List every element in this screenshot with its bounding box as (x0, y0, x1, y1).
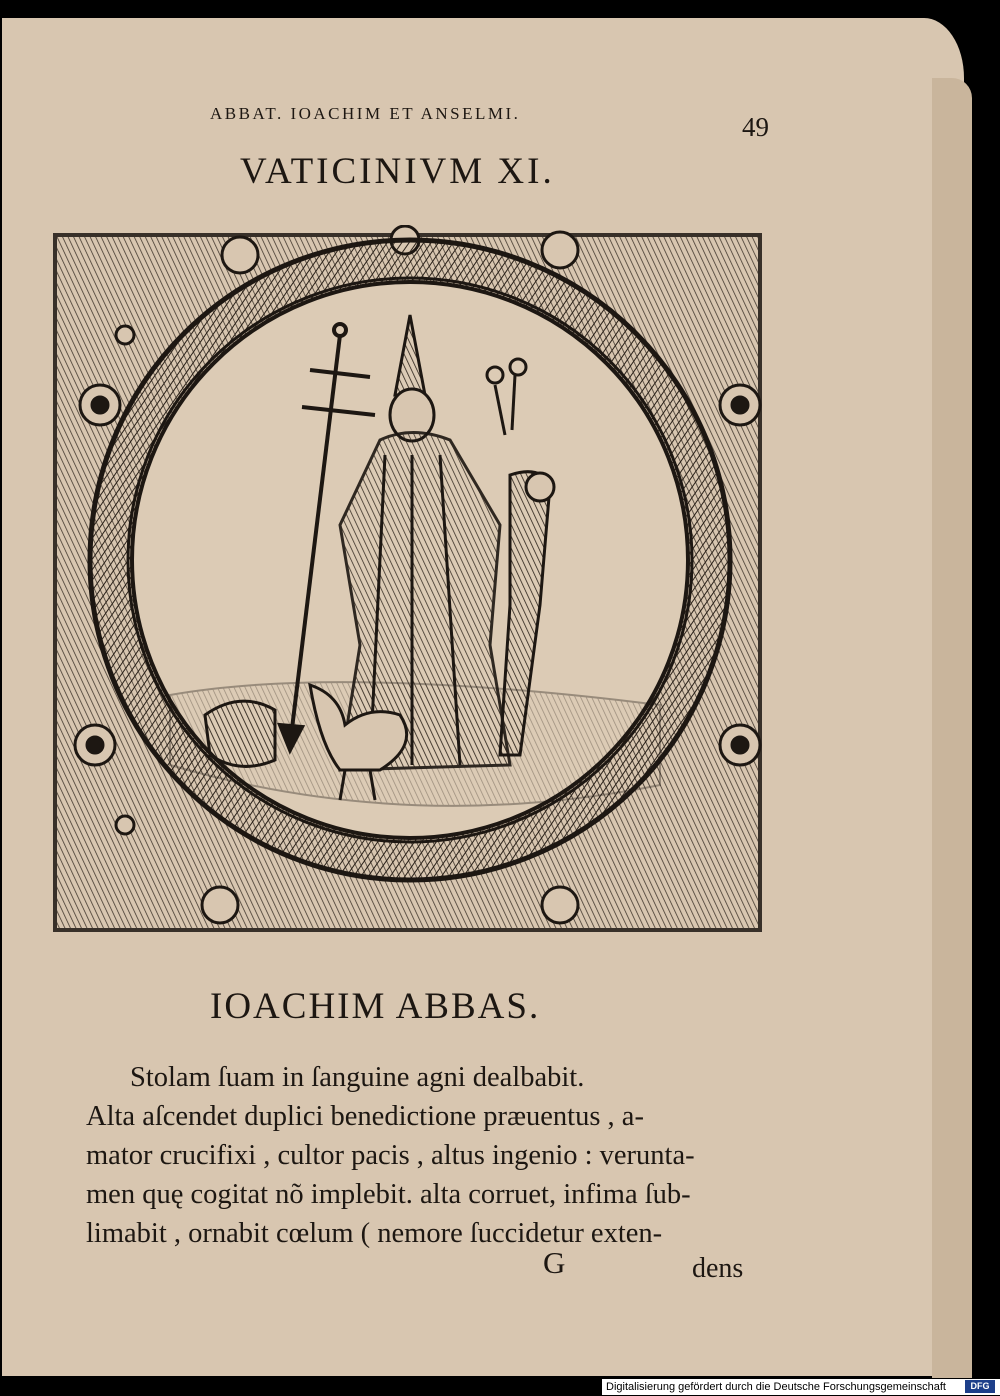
woodcut-illustration (40, 225, 780, 945)
page-number: 49 (742, 112, 769, 142)
page-edge (932, 78, 972, 1378)
text-line: Stolam ſuam in ſanguine agni dealbabit. (130, 1062, 585, 1093)
text-line: men quę cogitat nõ implebit. alta corruet, infima ſub- (86, 1179, 691, 1210)
text-line: mator crucifixi , cultor pacis , altus ingenio : verunta- (86, 1140, 695, 1171)
signature-mark: G (543, 1245, 566, 1280)
caption: IOACHIM ABBAS. (210, 986, 541, 1027)
running-head: ABBAT. IOACHIM ET ANSELMI. (210, 104, 521, 123)
digitization-credit: Digitalisierung gefördert durch die Deutsche Forschungsgemeinschaft (602, 1379, 1000, 1395)
text-line: Alta aſcendet duplici benedictione præuentus , a- (86, 1101, 644, 1132)
text-line: limabit , ornabit cœlum ( nemore ſuccidetur exten- (86, 1218, 663, 1249)
dfg-logo: DFG (965, 1380, 995, 1393)
catchword: dens (692, 1253, 744, 1284)
page-title: VATICINIVM XI. (240, 151, 555, 192)
bull-head (205, 701, 275, 766)
prophecy-text (86, 1058, 766, 1253)
